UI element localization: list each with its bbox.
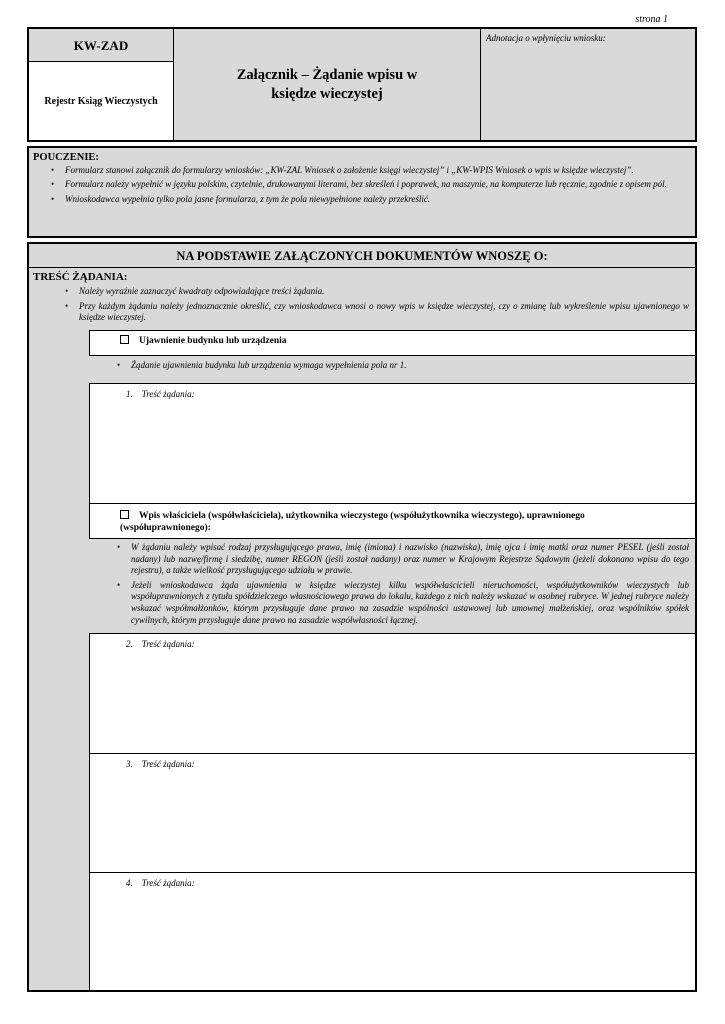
checkbox-building[interactable] bbox=[120, 335, 129, 344]
section2-note-item: • Jeżeli wnioskodawca żąda ujawnienia w księdze wieczystej kilku współwłaścicieli nieruchomości, współużytkowników wieczystych lub współuprawnionych z tytułu spółdzielczego własnościowego prawa do lokalu, każdego z nich należy wskazać w osobnej rubryce. W jednej rubryce należy wskazać współmałżonków, którym przysługuje dane prawo na zasadzie wspólności ustawowej lub umownej małżeńskiej, oraz wspólników spółek cywilnych, którym przysługuje dane prawo na zasadzie współwłasności łącznej. bbox=[113, 580, 689, 626]
request-field-3[interactable] bbox=[89, 753, 695, 872]
form-code: KW-ZAD bbox=[29, 29, 174, 62]
section2-note-item: • W żądaniu należy wpisać rodzaj przysługującego prawa, imię (imiona) i nazwisko (nazwiska), imię ojca i imię matki oraz numer PESEL (jeśli został nadany) lub nazwę/firmę i siedzibę, numer REGON (jeśli został nadany) oraz numer w Krajowym Rejestrze Sądowym (jeżeli dokonano wpisu do tego rejestru), a także wielkość przysługującego udziału w prawie. bbox=[113, 542, 689, 577]
registry-name: Rejestr Ksiąg Wieczystych bbox=[29, 62, 174, 140]
request-instruction-item: • Należy wyraźnie zaznaczyć kwadraty odpowiadające treści żądania. bbox=[61, 286, 689, 298]
field-label: Treść żądania: bbox=[141, 639, 195, 649]
header-box bbox=[27, 27, 697, 142]
option-owner-label: Wpis właściciela (współwłaściciela), użytkownika wieczystego (współużytkownika wieczystego), uprawnionego (współuprawnionego): bbox=[120, 511, 585, 533]
field-label: Treść żądania: bbox=[141, 878, 195, 888]
main-box bbox=[27, 242, 697, 992]
request-instruction-item: • Przy każdym żądaniu należy jednoznacznie określić, czy wnioskodawca wnosi o nowy wpis w księdze wieczystej, czy o zmianę lub wykreślenie wpisu ujawnionego w księdze wieczystej. bbox=[61, 301, 689, 324]
instruction-item: • Formularz stanowi załącznik do formularzy wniosków: „KW-ZAL Wniosek o założenie księgi wieczystej” i „KW-WPIS Wniosek o wpis w księdze wieczystej”. bbox=[47, 165, 690, 176]
request-field-1[interactable] bbox=[89, 383, 695, 504]
form-title: Załącznik – Żądanie wpisu w księdze wieczystej bbox=[174, 29, 481, 140]
main-heading: NA PODSTAWIE ZAŁĄCZONYCH DOKUMENTÓW WNOSZĘ O: bbox=[29, 244, 695, 268]
instructions-box bbox=[27, 146, 697, 238]
annotation-field: Adnotacja o wpłynięciu wniosku: bbox=[481, 29, 695, 140]
checkbox-owner[interactable] bbox=[120, 510, 129, 519]
request-field-4[interactable] bbox=[89, 872, 695, 990]
instructions-heading: POUCZENIE: bbox=[33, 152, 99, 163]
field-number: 4. bbox=[126, 878, 133, 888]
section1-note-item: • Żądanie ujawnienia budynku lub urządzenia wymaga wypełnienia pola nr 1. bbox=[113, 360, 689, 370]
option-building-label: Ujawnienie budynku lub urządzenia bbox=[139, 336, 287, 346]
section1-note bbox=[89, 360, 689, 370]
page-number: strona 1 bbox=[635, 14, 668, 25]
instruction-item: • Wnioskodawca wypełnia tylko pola jasne formularza, z tym że pola niewypełnione należy przekreślić. bbox=[47, 194, 690, 205]
request-heading: TREŚĆ ŻĄDANIA: bbox=[33, 271, 128, 283]
instructions-list bbox=[33, 165, 690, 205]
option-building-row[interactable] bbox=[89, 330, 695, 356]
instruction-item: • Formularz należy wypełnić w języku polskim, czytelnie, drukowanymi literami, bez skreśleń i poprawek, na maszynie, na komputerze lub ręcznie, zgodnie z opisem pól. bbox=[47, 179, 690, 190]
field-label: Treść żądania: bbox=[141, 389, 195, 399]
section2-notes bbox=[89, 542, 689, 626]
field-label: Treść żądania: bbox=[141, 759, 195, 769]
request-instructions bbox=[61, 286, 689, 324]
field-number: 2. bbox=[126, 639, 133, 649]
option-owner-row[interactable] bbox=[89, 504, 695, 539]
field-number: 3. bbox=[126, 759, 133, 769]
field-number: 1. bbox=[126, 389, 133, 399]
request-field-2[interactable] bbox=[89, 633, 695, 753]
